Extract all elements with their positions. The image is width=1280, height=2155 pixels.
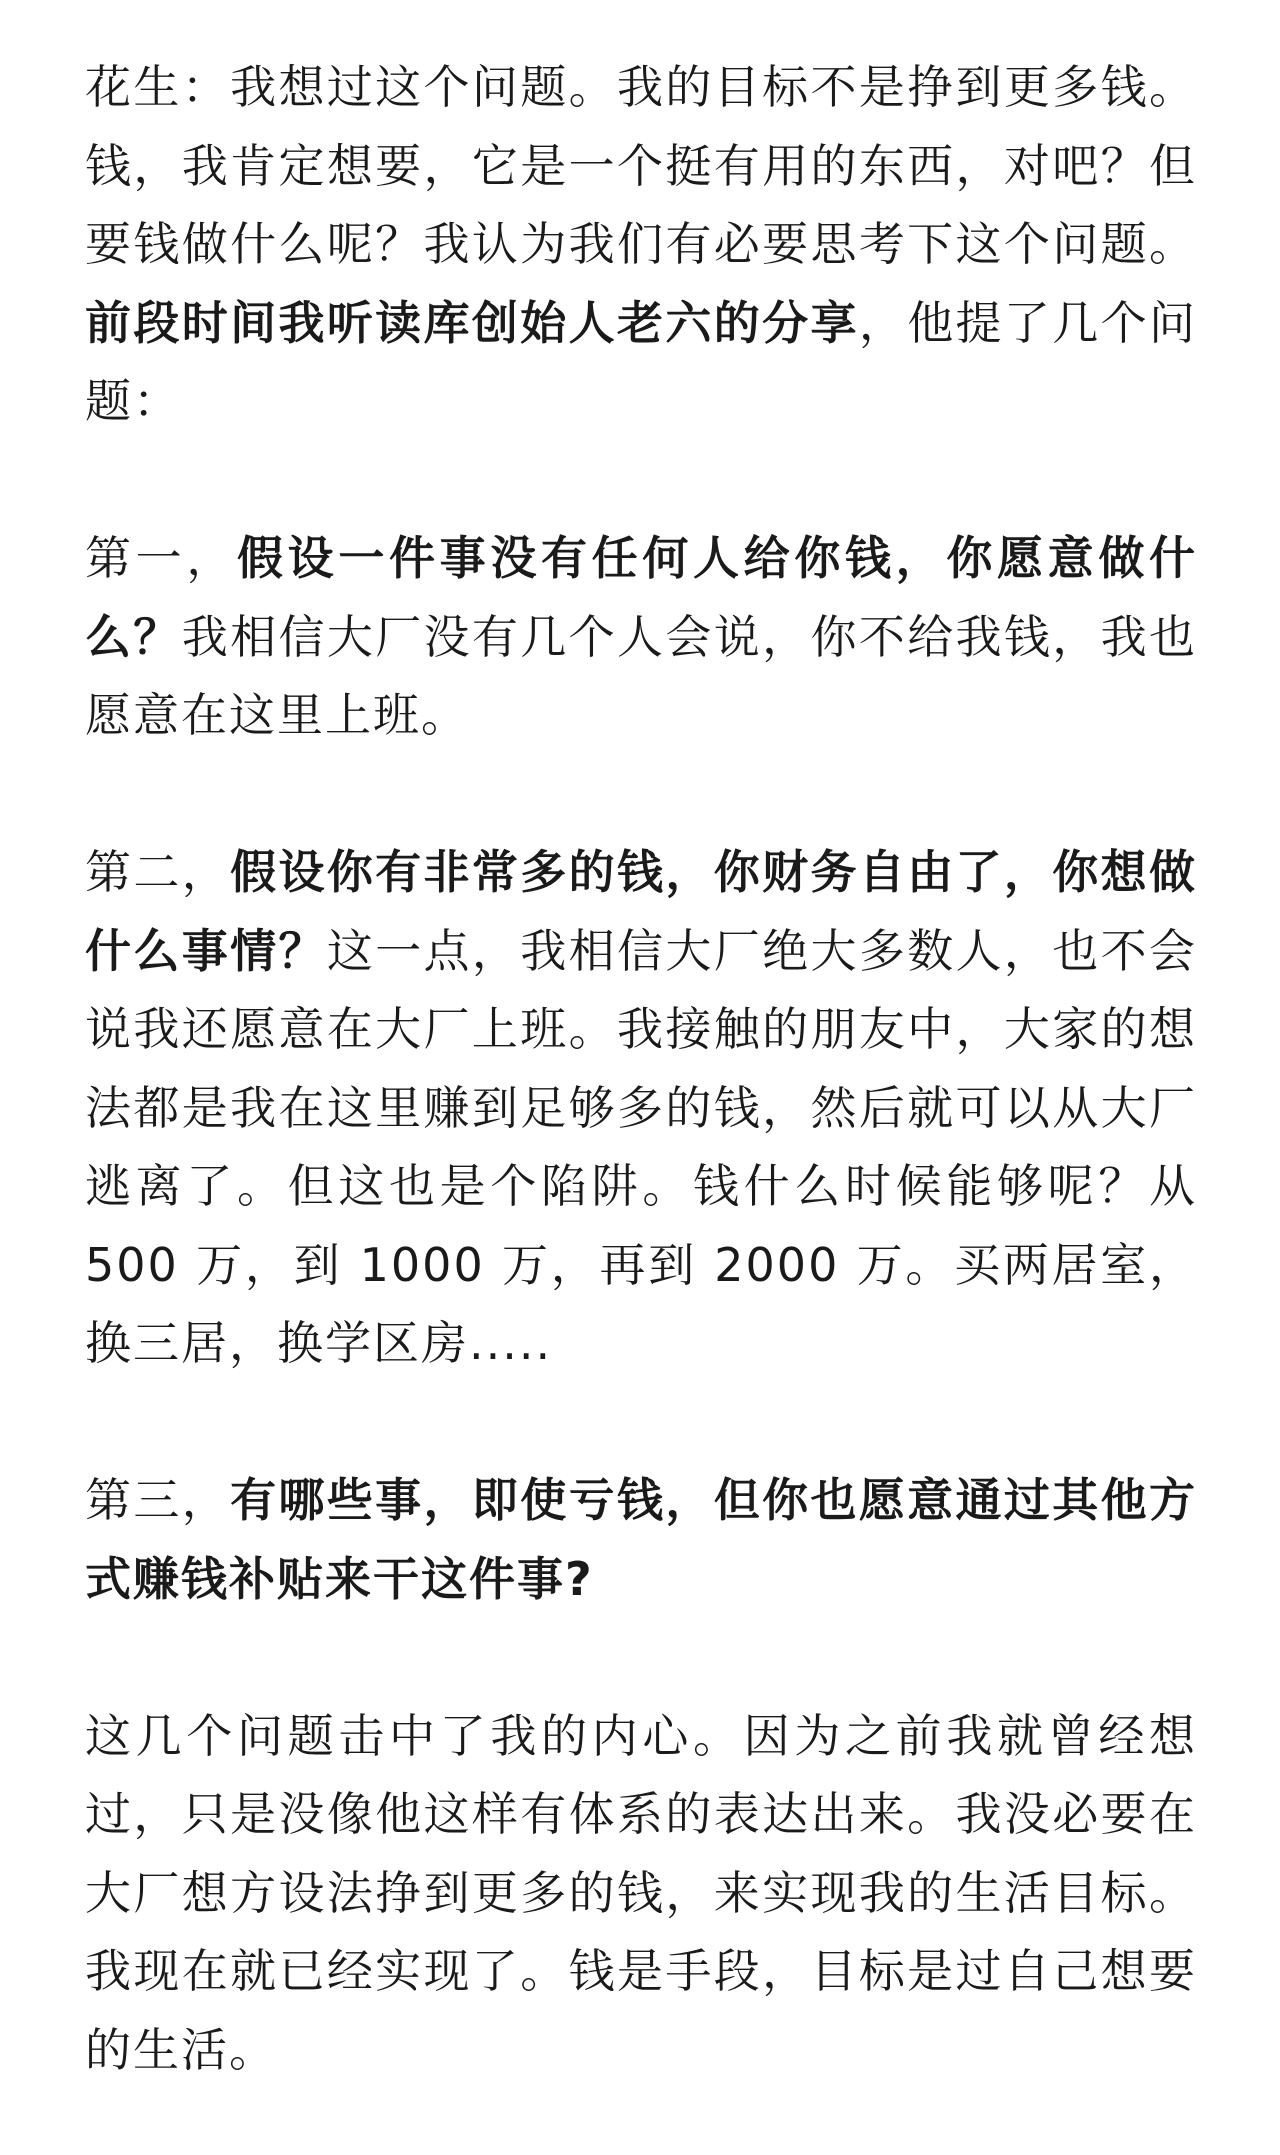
paragraph-intro bbox=[85, 48, 1197, 441]
text-segment: 这一点，我相信大厂绝大多数人，也不会说我还愿意在大厂上班。我接触的朋友中，大家的想法都是我在这里赚到足够多的钱，然后就可以从大厂逃离了。但这也是个陷阱。钱什么时候能够呢？从 500 万，到 1000 万，再到 2000 万。买两居室，换三居，换学区房..... bbox=[85, 923, 1198, 1370]
paragraph-question-two bbox=[85, 833, 1197, 1383]
text-segment: 第三， bbox=[85, 1473, 231, 1527]
bold-text-segment: 有哪些事，即使亏钱，但你也愿意通过其他方式赚钱补贴来干这件事? bbox=[85, 1473, 1198, 1606]
text-segment: ，他提了几个问题： bbox=[85, 295, 1198, 428]
text-segment: 我相信大厂没有几个人会说，你不给我钱，我也愿意在这里上班。 bbox=[85, 609, 1198, 742]
bold-text-segment: 假设你有非常多的钱，你财务自由了，你想做什么事情？ bbox=[85, 845, 1198, 978]
bold-text-segment: 前段时间我听读库创始人老六的分享 bbox=[85, 295, 859, 350]
text-segment: 第一， bbox=[85, 531, 237, 585]
text-segment: 花生：我想过这个问题。我的目标不是挣到更多钱。钱，我肯定想要，它是一个挺有用的东西，对吧？但要钱做什么呢？我认为我们有必要思考下这个问题。 bbox=[85, 60, 1197, 271]
paragraph-question-three bbox=[85, 1461, 1197, 1618]
bold-text-segment: 假设一件事没有任何人给你钱，你愿意做什么？ bbox=[85, 531, 1197, 664]
text-segment: 第二， bbox=[85, 845, 231, 899]
paragraph-question-one bbox=[85, 519, 1197, 755]
text-segment: 这几个问题击中了我的内心。因为之前我就曾经想过，只是没像他这样有体系的表达出来。我没必要在大厂想方设法挣到更多的钱，来实现我的生活目标。我现在就已经实现了。钱是手段，目标是过自己想要的生活。 bbox=[85, 1708, 1197, 2077]
article-body bbox=[85, 48, 1197, 2089]
paragraph-conclusion bbox=[85, 1697, 1197, 2090]
